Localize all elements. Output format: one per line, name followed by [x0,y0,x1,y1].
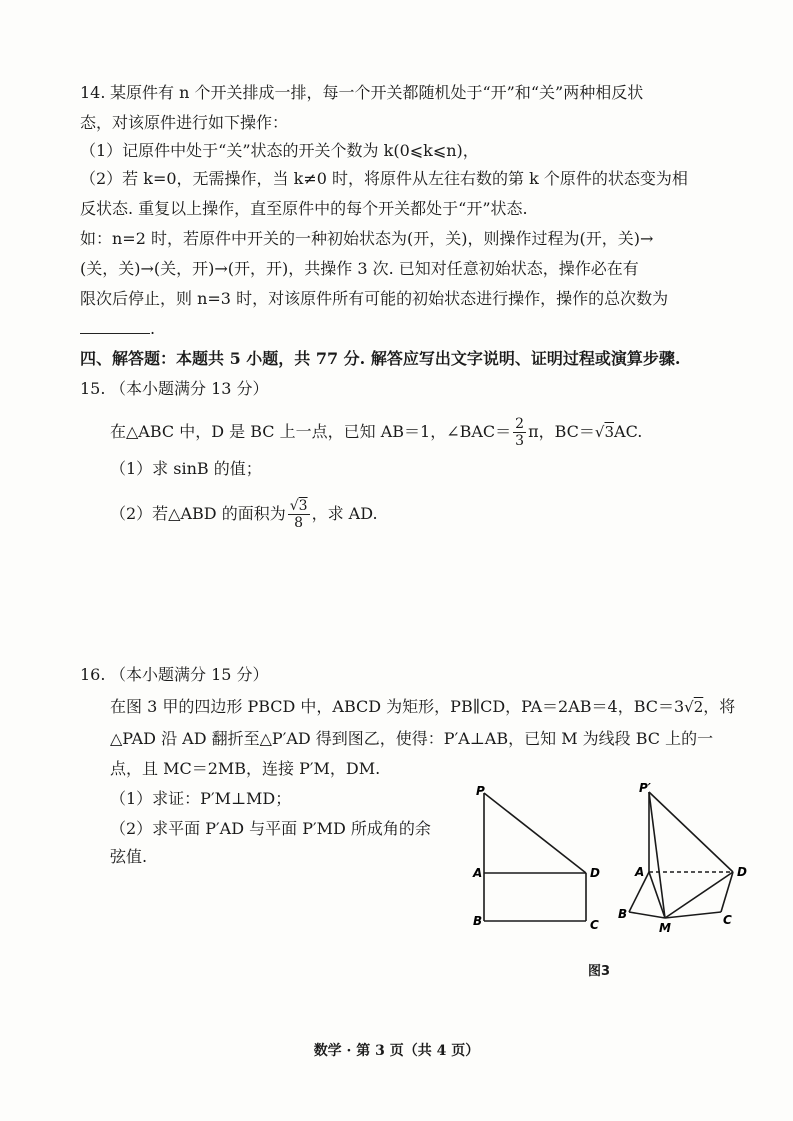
q15-stem-b: π，BC＝ [528,422,595,441]
label-A: A [473,866,483,880]
q16-number: 16. [80,665,106,684]
figure-yi [615,780,765,940]
q16-score: （本小题满分 15 分） [110,665,269,684]
figure-jia [470,785,610,935]
edge-PpM [649,792,665,918]
sqrt-2: √2 [684,698,704,716]
fraction-2-3: $\frac{2}{3}$ [515,416,525,449]
q16-line-3: 点，且 MC＝2MB，连接 P′M，DM. [110,759,381,778]
q14-line-6: 如：n=2 时，若原件中开关的一种初始状态为(开，关)，则操作过程为(开，关)→ [80,229,654,248]
edge-MD [665,872,733,918]
q15-part-2-a: （2）若△ABD 的面积为 [110,504,286,523]
q16-line-2: △PAD 沿 AD 翻折至△P′AD 得到图乙，使得：P′A⊥AB，已知 M 为线段 BC 上的一 [110,729,714,748]
q16-line-1: 在图 3 甲的四边形 PBCD 中，ABCD 为矩形，PB∥CD，PA＝2AB＝4，BC＝3√2，将 [110,697,736,716]
q14-number: 14. [80,83,106,102]
edge-PD [484,793,586,873]
fraction-sqrt3-8: $\frac{√3}{8}$ [289,498,308,531]
q14-line-4: （2）若 k=0，无需操作，当 k≠0 时，将原件从左往右数的第 k 个原件的状态变为相 [80,169,688,188]
edge-BM [629,912,665,918]
q14-line-8: 限次后停止，则 n=3 时，对该原件所有可能的初始状态进行操作，操作的总次数为 [80,289,669,308]
label-M: M [659,921,671,935]
section-4-header: 四、解答题：本题共 5 小题，共 77 分. 解答应写出文字说明、证明过程或演算步骤. [80,349,681,368]
q14-line-5: 反状态. 重复以上操作，直至原件中的每个开关都处于“开”状态. [80,199,528,218]
q14-line-3: （1）记原件中处于“关”状态的开关个数为 k(0⩽k⩽n)， [80,141,479,160]
q16-part-2-a: （2）求平面 P′AD 与平面 P′MD 所成角的余 [110,819,431,838]
q14-line-1: 某原件有 n 个开关排成一排，每一个开关都随机处于“开”和“关”两种相反状 [110,83,644,102]
label-C: C [590,918,599,932]
label-B: B [473,914,483,928]
page-footer: 数学 · 第 3 页（共 4 页） [313,1043,480,1059]
q14-end: . [150,319,156,338]
q15-part-2 [110,498,378,531]
label-B: B [618,907,628,921]
label-D: D [737,865,747,879]
q16-part-2-b: 弦值. [110,847,148,866]
q15-number: 15. [80,379,106,398]
sqrt-3: √3 [594,423,615,441]
answer-blank [80,319,150,334]
q15-part-2-b: ，求 AD. [311,504,378,523]
q16-part-1: （1）求证：P′M⊥MD； [110,789,292,808]
figure-caption: 图3 [588,964,611,979]
q15-part-1: （1）求 sinB 的值； [110,459,262,478]
q14-line-7: (关，关)→(关，开)→(开，开)，共操作 3 次. 已知对任意初始状态，操作必在有 [80,259,639,278]
label-D: D [590,866,600,880]
q15-stem-a: 在△ABC 中，D 是 BC 上一点，已知 AB＝1，∠BAC＝ [110,422,512,441]
label-P-prime: P′ [639,781,651,795]
label-C: C [723,913,732,927]
label-A: A [635,865,645,879]
q14-answer-line [80,318,155,340]
q15-stem [110,416,642,449]
label-P: P [476,785,485,798]
q15-score: （本小题满分 13 分） [110,379,269,398]
edge-PpD [649,792,733,872]
q15-stem-c: AC. [614,422,643,441]
q14-line-2: 态，对该原件进行如下操作： [80,113,289,132]
